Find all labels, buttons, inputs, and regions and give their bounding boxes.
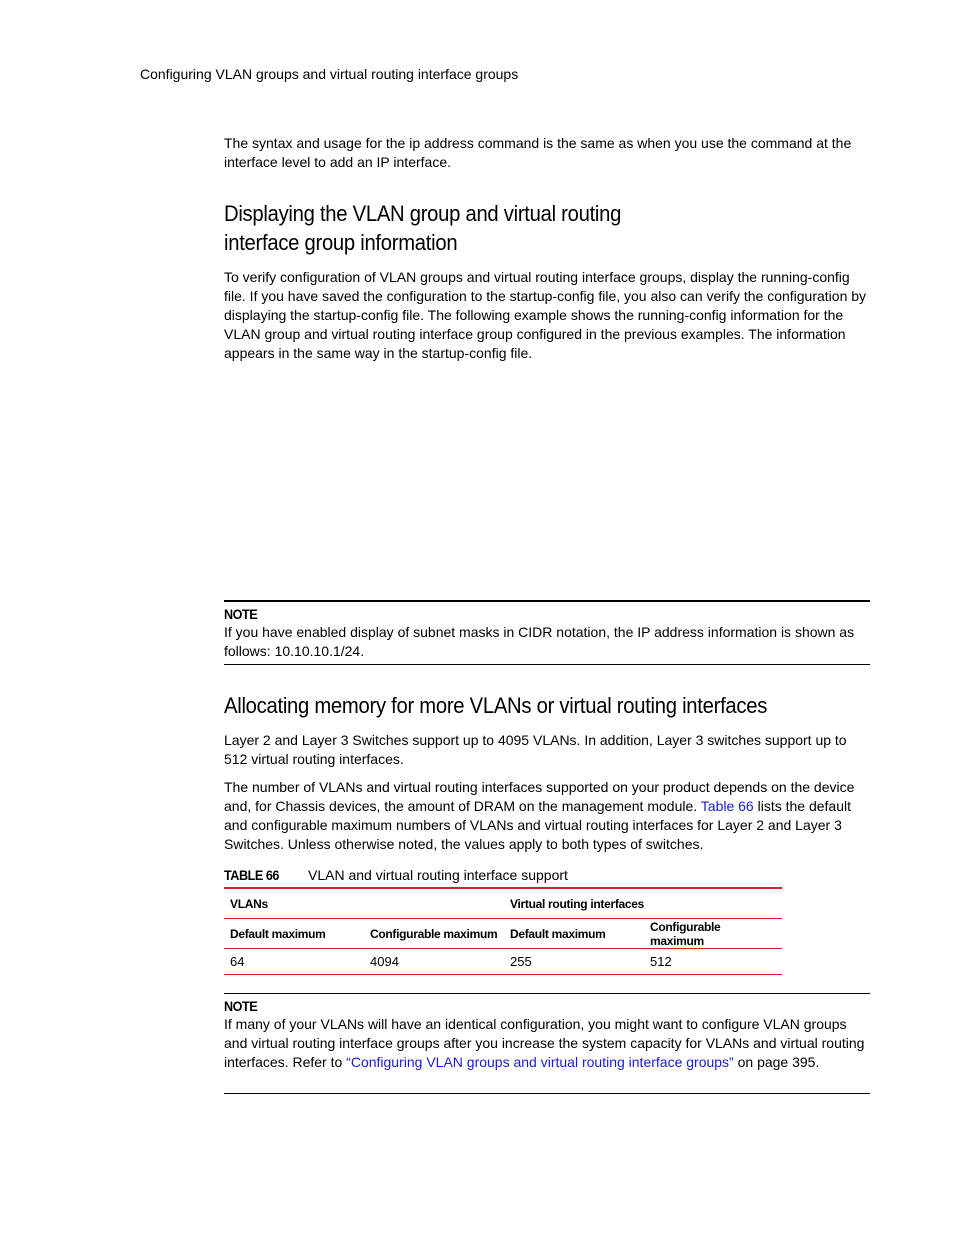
table-cell: 64 [224,949,364,975]
column-header: Default maximum [224,919,364,949]
column-header: Configurable maximum [644,919,782,949]
table-caption [224,866,568,884]
column-header: Default maximum [504,919,644,949]
configuring-vlan-groups-link[interactable]: “Configuring VLAN groups and virtual routing interface groups” [346,1054,734,1070]
running-header: Configuring VLAN groups and virtual routing interface groups [140,66,519,82]
section1-heading-line2: interface group information [224,230,458,255]
table-label: TABLE 66 [224,867,279,883]
group-header-virtual-routing: Virtual routing interfaces [504,888,782,919]
column-header: Configurable maximum [364,919,504,949]
intro-text-after: command is the same as when you use the command at the interface level to add an IP interface. [224,135,852,170]
paragraph2-text-before: The number of VLANs and virtual routing interfaces supported on your product depends on the device and, for Chassis devices, the amount of DRAM on the management module. [224,779,855,814]
command-ip-address: ip address [409,135,474,151]
section2-paragraph2 [224,778,870,854]
note-box-capacity [224,993,870,1094]
note-text: If you have enabled display of subnet masks in CIDR notation, the IP address information is shown as follows: 10.10.10.1/24. [224,624,855,659]
intro-paragraph [224,134,870,172]
section2-heading: Allocating memory for more VLANs or virtual routing interfaces [224,693,768,718]
table-caption-text: VLAN and virtual routing interface support [308,867,568,883]
table-cell: 4094 [364,949,504,975]
section1-paragraph: To verify configuration of VLAN groups and virtual routing interface groups, display the running-config file. If you have saved the configuration to the startup-config file, you also can verify the configuration by displaying the startup-config file. The following example shows the running-config information for the VLAN group and virtual routing interface group configured in the previous examples. The information appears in the same way in the startup-config file. [224,269,867,361]
intro-text-before: The syntax and usage for the [224,135,410,151]
table-66-link[interactable]: Table 66 [700,798,754,814]
group-header-vlans: VLANs [224,888,504,919]
section1-heading-line1: Displaying the VLAN group and virtual routing [224,201,622,226]
table-group-header-row [224,888,782,919]
table-cell: 255 [504,949,644,975]
note2-text-before: If many of your VLANs will have an identical configuration, you might want to configure VLAN groups and virtual routing interface groups after you increase the system capacity for VLANs and virtual routing interfaces. Refer to [224,1016,865,1070]
table-row [224,949,782,975]
note-text [224,1015,870,1072]
paragraph2-text-after: lists the default and configurable maximum numbers of VLANs and virtual routing interfaces for Layer 2 and Layer 3 Switches. Unless otherwise noted, the values apply to both types of switches. [224,798,851,852]
note2-text-after: on page 395. [733,1054,820,1070]
section2-paragraph1: Layer 2 and Layer 3 Switches support up to 4095 VLANs. In addition, Layer 3 switches support up to 512 virtual routing interfaces. [224,732,847,767]
section1-heading [224,199,870,257]
table-cell: 512 [644,949,782,975]
note-title: NOTE [224,998,258,1014]
note-title: NOTE [224,606,258,622]
table-column-header-row [224,919,782,949]
vlan-support-table [224,887,782,975]
note-box-cidr [224,600,870,665]
